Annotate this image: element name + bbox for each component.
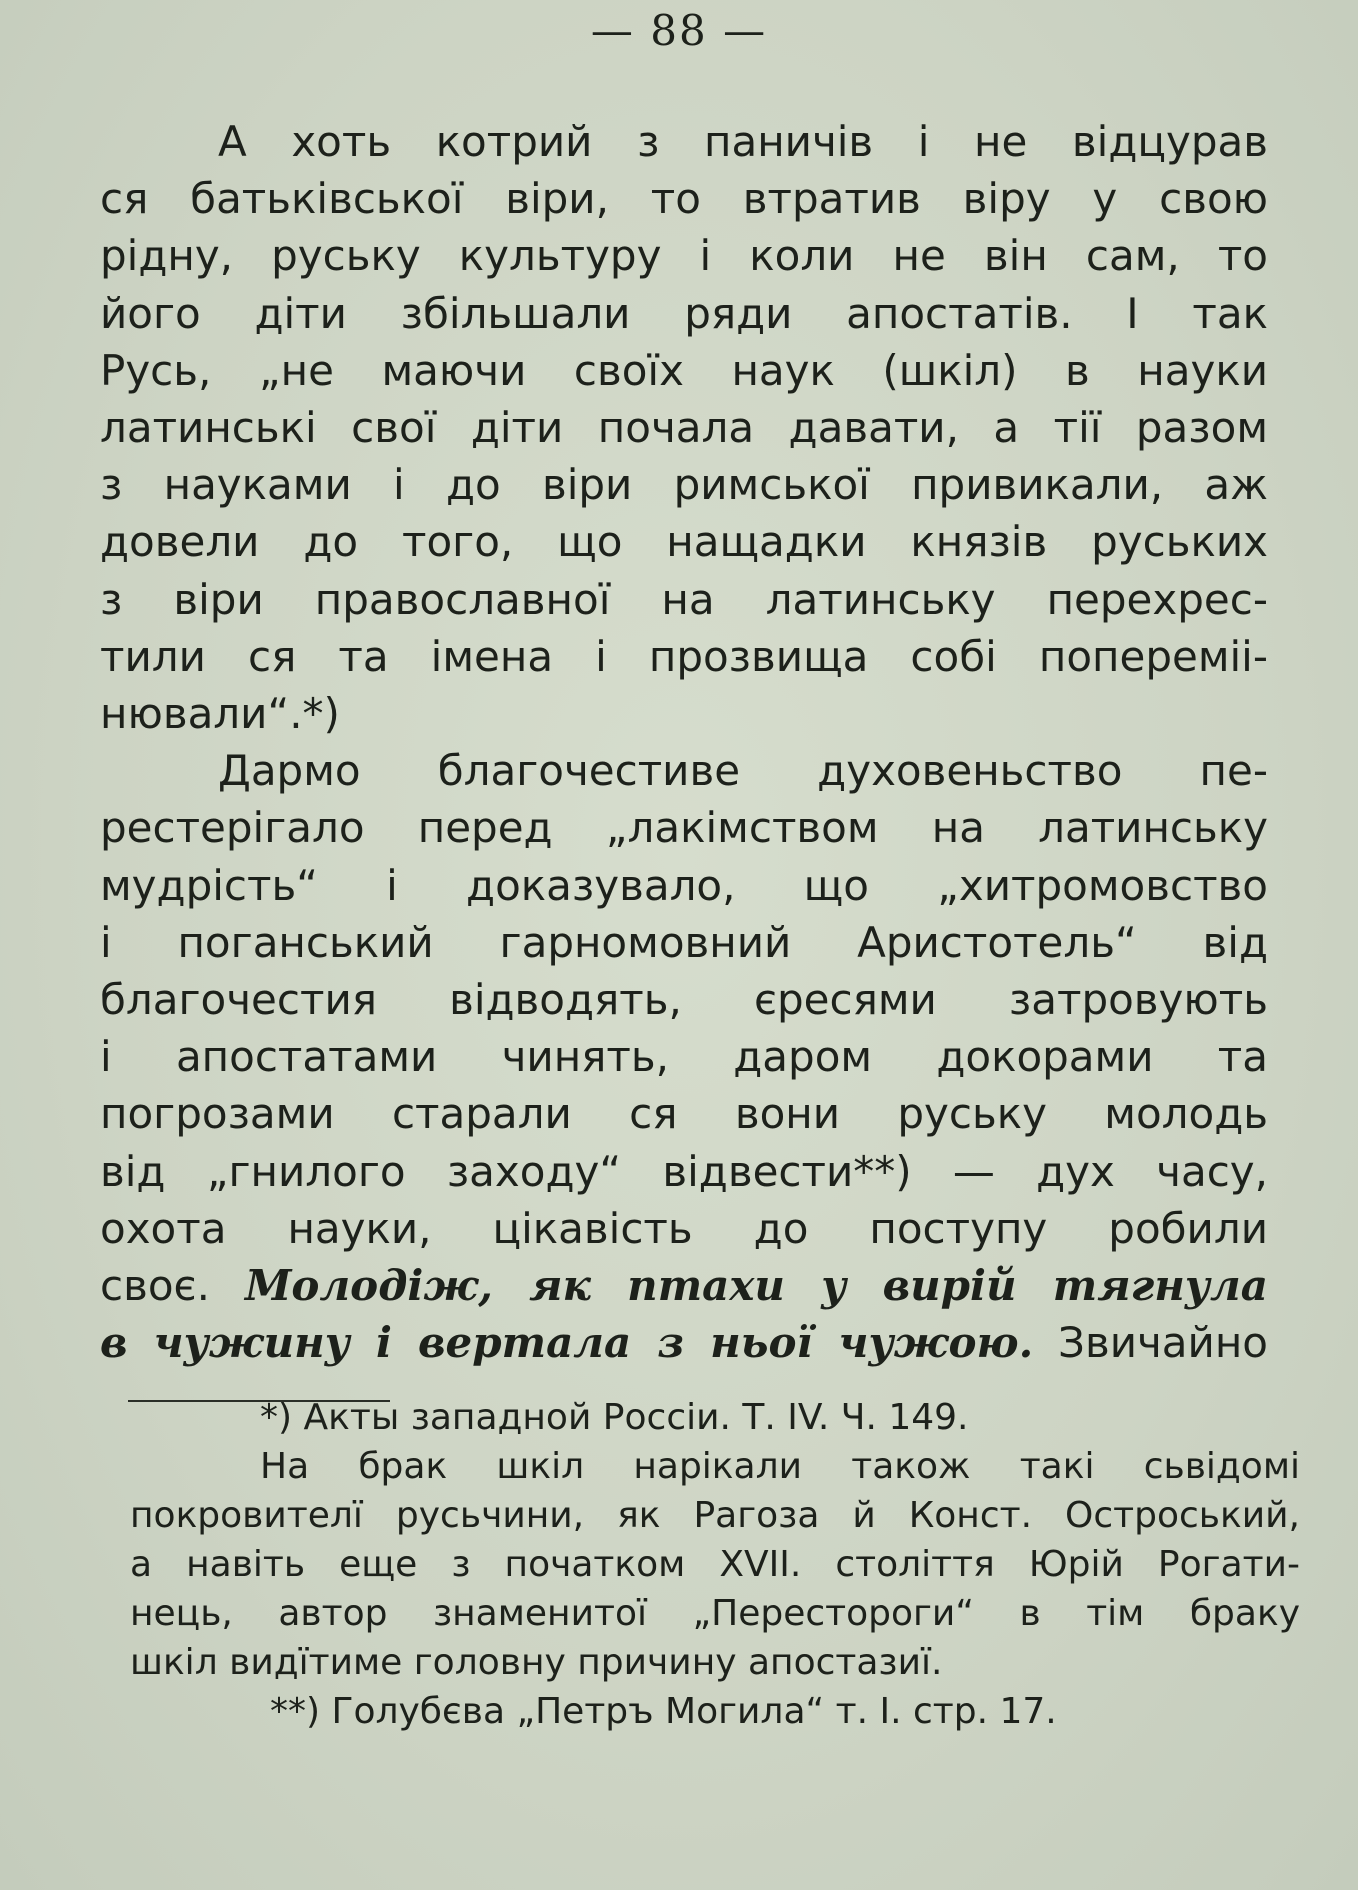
text-line: рідну, руську культуру і коли не він сам, то xyxy=(100,231,1268,281)
text-line: латинські свої діти почала давати, а тії разом xyxy=(100,403,1268,453)
text-line xyxy=(100,1257,1268,1314)
text-line: А хоть котрий з паничів і не відцурав xyxy=(218,117,1268,166)
footnote-text-line: нець, автор знаменитої „Перестороги“ в тім браку xyxy=(130,1593,1300,1634)
text-line: тили ся та імена і прозвища собі попереміі- xyxy=(100,631,1268,681)
footnotes xyxy=(130,1393,1300,1736)
text-line: Дармо благочестиве духовеньство пе- xyxy=(218,746,1268,796)
footnote-text-line: шкіл видїтиме головну причину апостазиї. xyxy=(130,1642,943,1683)
text-line: рестерігало перед „лакімством на латинську xyxy=(100,803,1268,853)
text-line: благочестия відводять, єресями затровують xyxy=(100,975,1268,1025)
text-line: і апостатами чинять, даром докорами та xyxy=(100,1032,1268,1082)
text-line xyxy=(100,1314,1268,1371)
italic-text: Молодіж, як птахи у вирій тягнула xyxy=(244,1261,1268,1311)
main-text xyxy=(100,113,1268,1371)
text-line: довели до того, що нащадки князів руських xyxy=(100,517,1268,567)
footnote-text-line: На брак шкіл нарікали також такі сьвідомі xyxy=(260,1446,1300,1487)
footnote-text-line: а навіть еще з початком XVII. століття Юрій Рогати- xyxy=(130,1544,1300,1585)
text-line: його діти збільшали ряди апостатів. І так xyxy=(100,288,1268,338)
footnote-1: *) Акты западной Россіи. Т. IV. Ч. 149. xyxy=(260,1397,969,1438)
page-number: — 88 — xyxy=(590,6,768,55)
text-line: Русь, „не маючи своїх наук (шкіл) в науки xyxy=(100,345,1268,395)
text-fragment: своє. xyxy=(100,1261,210,1311)
text-line: з науками і до віри римської привикали, аж xyxy=(100,460,1268,510)
text-line: і поганський гарномовний Аристотель“ від xyxy=(100,917,1268,967)
text-line: нювали“.*) xyxy=(100,689,340,739)
footnote-2: **) Голубєва „Петръ Могила“ т. I. стр. 17. xyxy=(270,1691,1057,1732)
text-line: охота науки, цікавість до поступу робили xyxy=(100,1203,1268,1253)
text-line: ся батьківської віри, то втратив віру у свою xyxy=(100,174,1268,224)
text-fragment: Звичайно xyxy=(1058,1318,1268,1368)
text-line: погрозами старали ся вони руську молодь xyxy=(100,1089,1268,1139)
text-line: з віри православної на латинську перехрес- xyxy=(100,574,1268,624)
text-line: мудрість“ і доказувало, що „хитромовство xyxy=(100,860,1268,910)
footnote-text-line: покровителї русьчини, як Рагоза й Конст. Остроський, xyxy=(130,1495,1300,1536)
text-line: від „гнилого заходу“ відвести**) — дух часу, xyxy=(100,1146,1268,1196)
italic-text: в чужину і вертала з ньої чужою. xyxy=(100,1318,1034,1368)
